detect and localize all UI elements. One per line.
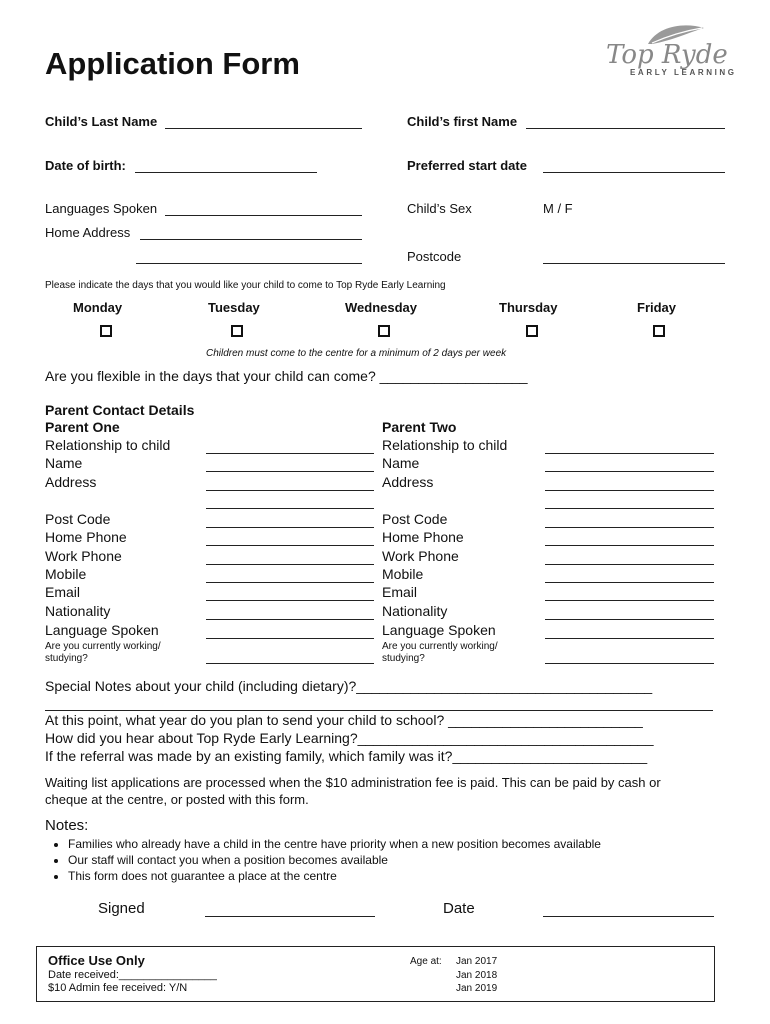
languages-field[interactable]: [165, 215, 362, 216]
notes-item: • Families who already have a child in the centre have priority when a new position becomes available: [68, 836, 601, 852]
checkbox-thursday[interactable]: [526, 325, 538, 337]
p2-home-phone-field[interactable]: [545, 545, 714, 546]
dob-field[interactable]: [135, 172, 317, 173]
logo-subtext: EARLY LEARNING: [630, 68, 737, 77]
page-title: Application Form: [45, 46, 300, 81]
p1-mobile-field[interactable]: [206, 582, 374, 583]
age-year: Jan 2018: [456, 970, 498, 981]
p2-name-field[interactable]: [545, 471, 714, 472]
child-last-name-field[interactable]: [165, 128, 362, 129]
p1-nationality-field[interactable]: [206, 619, 374, 620]
admin-fee-field[interactable]: $10 Admin fee received: Y/N: [48, 982, 188, 994]
p1-home-phone-label: Home Phone: [45, 529, 127, 545]
p1-address-label: Address: [45, 474, 97, 490]
postcode-label: Postcode: [407, 249, 462, 264]
child-last-name-label: Child’s Last Name: [45, 114, 158, 129]
checkbox-wednesday[interactable]: [378, 325, 390, 337]
p2-work-phone-field[interactable]: [545, 564, 714, 565]
p1-nationality-label: Nationality: [45, 603, 111, 619]
notes-item: • Our staff will contact you when a position becomes available: [68, 852, 601, 868]
parent-one-title: Parent One: [45, 419, 120, 435]
p2-relationship-field[interactable]: [545, 453, 714, 454]
start-date-label: Preferred start date: [407, 158, 527, 173]
p2-nationality-label: Nationality: [382, 603, 448, 619]
notes-item: • This form does not guarantee a place at the centre: [68, 868, 601, 884]
p1-home-phone-field[interactable]: [206, 545, 374, 546]
p2-postcode-field[interactable]: [545, 527, 714, 528]
start-date-field[interactable]: [543, 172, 725, 173]
p1-email-label: Email: [45, 584, 81, 600]
p1-name-label: Name: [45, 455, 83, 471]
day-label-thursday: Thursday: [499, 300, 558, 315]
parent-two-title: Parent Two: [382, 419, 457, 435]
p2-nationality-field[interactable]: [545, 619, 714, 620]
p2-relationship-label: Relationship to child: [382, 437, 508, 453]
p1-language-label: Language Spoken: [45, 622, 159, 638]
p1-language-field[interactable]: [206, 638, 374, 639]
day-label-wednesday: Wednesday: [345, 300, 418, 315]
p2-home-phone-label: Home Phone: [382, 529, 464, 545]
special-notes-field[interactable]: [45, 710, 713, 711]
p1-postcode-label: Post Code: [45, 511, 111, 527]
postcode-field[interactable]: [543, 263, 725, 264]
notes-list: [46, 836, 601, 884]
p2-working-field[interactable]: [545, 663, 714, 664]
languages-label: Languages Spoken: [45, 201, 158, 216]
child-first-name-field[interactable]: [526, 128, 725, 129]
age-at-label: Age at:: [410, 956, 442, 967]
p1-relationship-label: Relationship to child: [45, 437, 171, 453]
age-year: Jan 2019: [456, 983, 498, 994]
day-label-friday: Friday: [637, 300, 677, 315]
child-first-name-label: Child’s first Name: [407, 114, 518, 129]
dob-label: Date of birth:: [45, 158, 126, 173]
p2-postcode-label: Post Code: [382, 511, 448, 527]
p2-working-label-1: Are you currently working/: [382, 641, 498, 652]
p2-work-phone-label: Work Phone: [382, 548, 459, 564]
parent-section-title: Parent Contact Details: [45, 402, 195, 418]
p1-email-field[interactable]: [206, 600, 374, 601]
p2-language-field[interactable]: [545, 638, 714, 639]
p2-name-label: Name: [382, 455, 420, 471]
signed-label: Signed: [98, 900, 145, 917]
home-address-field-2[interactable]: [136, 263, 362, 264]
p2-language-label: Language Spoken: [382, 622, 496, 638]
age-year: Jan 2017: [456, 956, 498, 967]
p1-mobile-label: Mobile: [45, 566, 87, 582]
p1-working-label-2: studying?: [45, 653, 88, 664]
child-sex-label: Child’s Sex: [407, 201, 472, 216]
p2-email-field[interactable]: [545, 600, 714, 601]
logo-text: Top Ryde: [606, 40, 728, 70]
minimum-days-note: Children must come to the centre for a minimum of 2 days per week: [206, 348, 507, 359]
p2-mobile-label: Mobile: [382, 566, 424, 582]
p1-relationship-field[interactable]: [206, 453, 374, 454]
home-address-label: Home Address: [45, 225, 131, 240]
p1-working-field[interactable]: [206, 663, 374, 664]
p1-work-phone-field[interactable]: [206, 564, 374, 565]
waiting-list-text-1: Waiting list applications are processed when the $10 administration fee is paid. This can be paid by cash or: [45, 775, 661, 790]
home-address-field[interactable]: [140, 239, 362, 240]
child-sex-options[interactable]: M / F: [543, 201, 573, 216]
date-received-field[interactable]: Date received:________________: [48, 969, 217, 981]
p2-working-label-2: studying?: [382, 653, 425, 664]
signature-field[interactable]: [205, 916, 375, 917]
checkbox-friday[interactable]: [653, 325, 665, 337]
flexible-days-question[interactable]: Are you flexible in the days that your child can come? ___________________: [45, 368, 528, 384]
checkbox-tuesday[interactable]: [231, 325, 243, 337]
notes-title: Notes:: [45, 817, 89, 834]
date-field[interactable]: [543, 916, 714, 917]
p2-address-label: Address: [382, 474, 434, 490]
p1-address-field[interactable]: [206, 490, 374, 491]
p1-name-field[interactable]: [206, 471, 374, 472]
p2-mobile-field[interactable]: [545, 582, 714, 583]
p2-address-field[interactable]: [545, 490, 714, 491]
waiting-list-text-2: cheque at the centre, or posted with this form.: [45, 792, 309, 807]
office-use-title: Office Use Only: [48, 953, 145, 968]
day-label-tuesday: Tuesday: [208, 300, 260, 315]
checkbox-monday[interactable]: [100, 325, 112, 337]
days-instruction: Please indicate the days that you would like your child to come to Top Ryde Early Learning: [45, 280, 446, 291]
day-label-monday: Monday: [73, 300, 123, 315]
p2-email-label: Email: [382, 584, 418, 600]
p2-address-field-2[interactable]: [545, 508, 714, 509]
date-label: Date: [443, 900, 475, 917]
school-year-question[interactable]: At this point, what year do you plan to send your child to school? _________________________: [45, 712, 643, 728]
p1-address-field-2[interactable]: [206, 508, 374, 509]
special-notes-question[interactable]: Special Notes about your child (including dietary)?______________________________________: [45, 678, 653, 694]
referral-question[interactable]: If the referral was made by an existing family, which family was it?_________________________: [45, 748, 648, 764]
p1-work-phone-label: Work Phone: [45, 548, 122, 564]
p1-postcode-field[interactable]: [206, 527, 374, 528]
p1-working-label-1: Are you currently working/: [45, 641, 161, 652]
hear-about-question[interactable]: How did you hear about Top Ryde Early Learning?______________________________________: [45, 730, 654, 746]
